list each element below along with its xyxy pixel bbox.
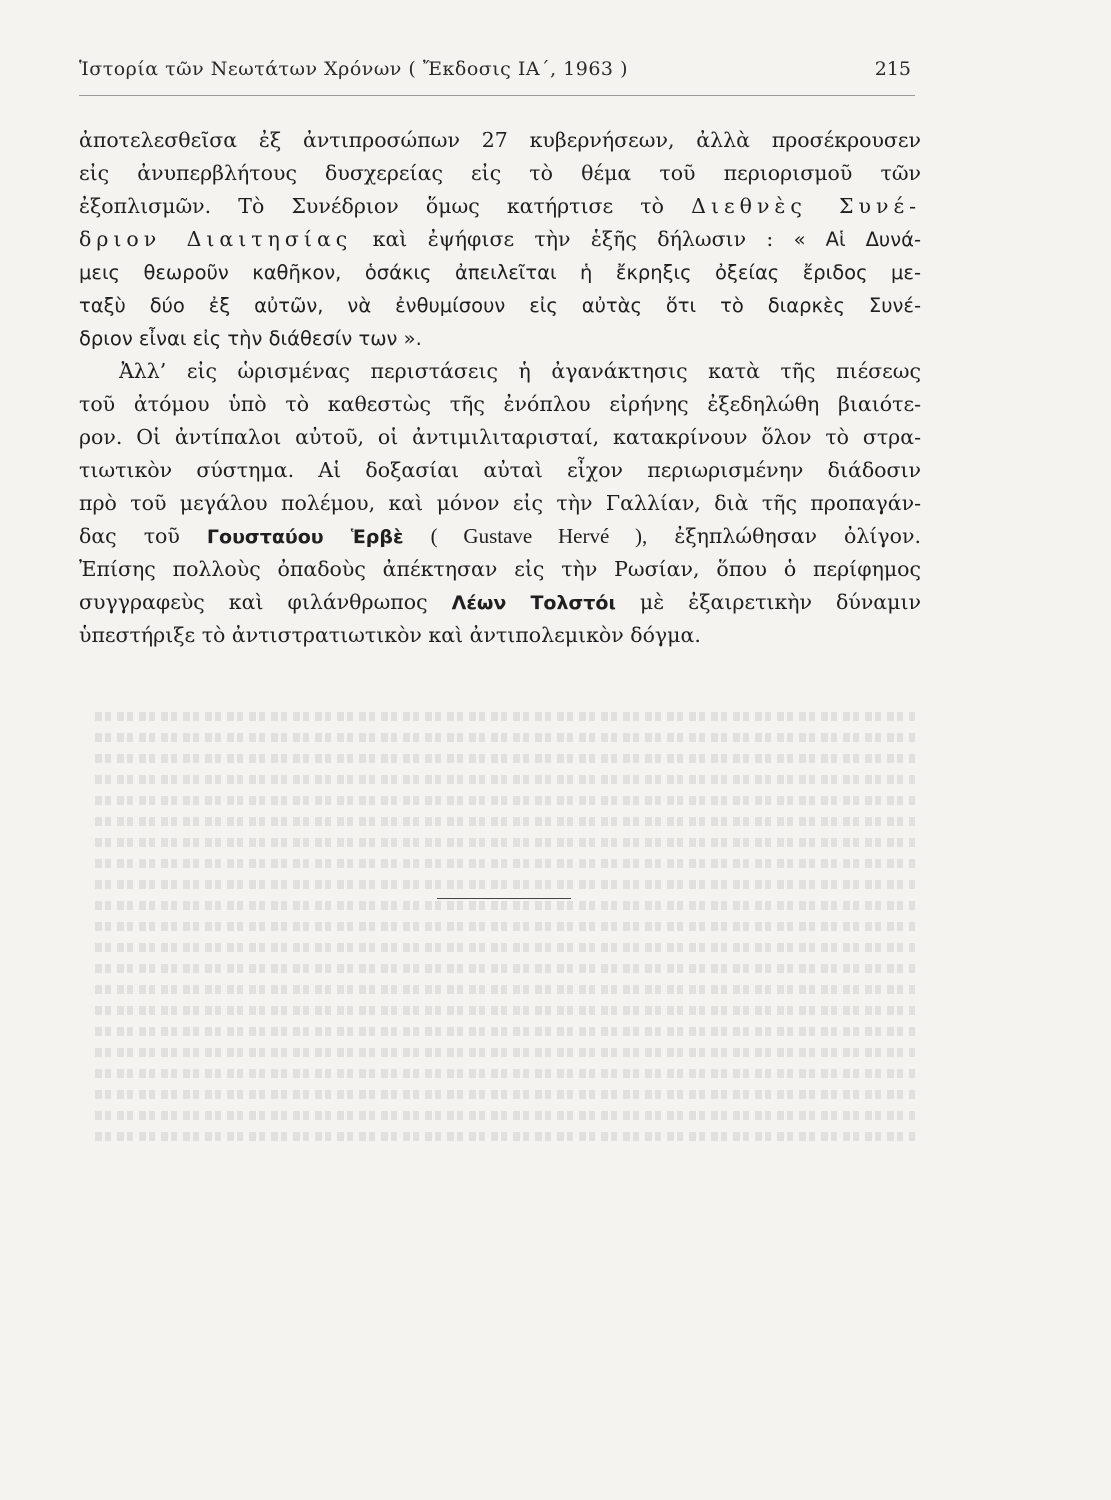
body-text <box>79 124 921 652</box>
text-line: εἰς ἀνυπερβλήτους δυσχερείας εἰς τὸ θέμα τοῦ περιορισμοῦ τῶν <box>79 161 921 185</box>
text-line: Ἀλλ’ εἰς ὡρισμένας περιστάσεις ἡ ἀγανάκτησις κατὰ τῆς πιέσεως <box>119 359 921 383</box>
person-name-tolstoy: Λέων Τολστόι <box>451 592 616 614</box>
text-line: τοῦ ἀτόμου ὑπὸ τὸ καθεστὼς τῆς ἐνόπλου εἰρήνης ἐξεδηλώθη βιαιότε- <box>79 392 921 416</box>
text-run: δας τοῦ <box>79 524 180 548</box>
text-line: δριον εἶναι εἰς τὴν διάθεσίν των ». <box>79 327 422 350</box>
text-run: μὲ ἐξαιρετικὴν δύναμιν <box>639 590 921 614</box>
text-line: Ἐπίσης πολλοὺς ὀπαδοὺς ἀπέκτησαν εἰς τὴν Ρωσίαν, ὅπου ὁ περίφημος <box>79 557 921 581</box>
text-line: ὑπεστήριξε τὸ ἀντιστρατιωτικὸν καὶ ἀντιπολεμικὸν δόγμα. <box>79 623 701 647</box>
text-line <box>79 223 921 256</box>
text-line <box>79 190 921 223</box>
text-line: μεις θεωροῦν καθῆκον, ὁσάκις ἀπειλεῖται ἡ ἔκρηξις ὀξείας ἔριδος με- <box>79 261 921 284</box>
text-line <box>79 586 921 619</box>
paragraph-2 <box>79 355 921 652</box>
quote-run: « Αἱ Δυνά- <box>793 228 921 251</box>
spaced-emphasis: δριον Διαιτησίας <box>79 227 353 251</box>
text-run: ἐξοπλισμῶν. Τὸ Συνέδριον ὅμως κατήρτισε τὸ <box>79 194 664 218</box>
running-header <box>79 52 915 92</box>
latin-name: ( Gustave Hervé ), <box>430 524 648 548</box>
header-rule <box>79 95 915 96</box>
text-line: ταξὺ δύο ἐξ αὐτῶν, νὰ ἐνθυμίσουν εἰς αὐτὰς ὅτι τὸ διαρκὲς Συνέ- <box>79 294 921 317</box>
text-line <box>79 520 921 553</box>
section-divider-rule <box>437 898 571 899</box>
paragraph-1 <box>79 124 921 355</box>
show-through-texture <box>95 700 915 1390</box>
text-line: τιωτικὸν σύστημα. Αἱ δοξασίαι αὐταὶ εἶχον περιωρισμένην διάδοσιν <box>79 458 921 482</box>
text-run: ἐξηπλώθησαν ὀλίγον. <box>674 524 921 548</box>
text-line: πρὸ τοῦ μεγάλου πολέμου, καὶ μόνον εἰς τὴν Γαλλίαν, διὰ τῆς προπαγάν- <box>79 491 921 515</box>
text-run: συγγραφεὺς καὶ φιλάνθρωπος <box>79 590 428 614</box>
running-header-title: Ἱστορία τῶν Νεωτάτων Χρόνων ( Ἔκδοσις ΙΑ΄, 1963 ) <box>79 58 628 80</box>
page-number: 215 <box>874 58 911 80</box>
text-line: ρον. Οἱ ἀντίπαλοι αὐτοῦ, οἱ ἀντιμιλιταρισταί, κατακρίνουν ὅλον τὸ στρα- <box>79 425 921 449</box>
person-name-herve: Γουσταύου Ἑρβὲ <box>206 526 404 548</box>
spaced-emphasis: Διεθνὲς Συνέ- <box>691 194 921 218</box>
text-run: καὶ ἐψήφισε τὴν ἑξῆς δήλωσιν : <box>372 227 774 251</box>
text-line: ἀποτελεσθεῖσα ἐξ ἀντιπροσώπων 27 κυβερνήσεων, ἀλλὰ προσέκρουσεν <box>79 128 921 152</box>
